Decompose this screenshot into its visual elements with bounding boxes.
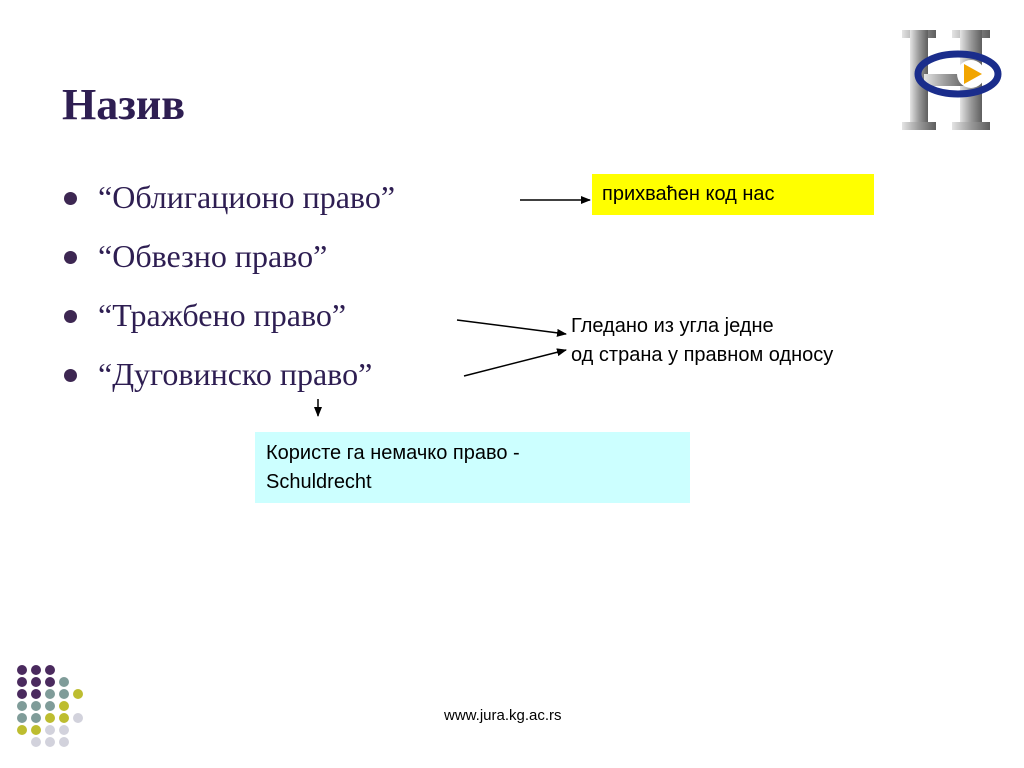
bullet-item — [62, 290, 395, 349]
footer-url: www.jura.kg.ac.rs — [444, 707, 562, 724]
bullet-item — [62, 349, 395, 408]
viewpoint-note — [571, 312, 833, 370]
bullet-dot-icon — [64, 310, 77, 323]
bullet-text: “Облигационо право” — [98, 179, 396, 215]
dot-grid-decoration — [16, 664, 88, 754]
viewpoint-note-line: од страна у правном односу — [571, 344, 834, 366]
arrow-dugovinsko-to-note — [464, 350, 566, 376]
viewpoint-note-line: Гледано из угла једне — [571, 315, 774, 337]
bullet-list — [62, 172, 395, 408]
bullet-text: “Дуговинско право” — [98, 356, 373, 392]
accepted-callout: прихваћен код нас — [592, 174, 874, 215]
german-law-callout — [255, 432, 690, 503]
bullet-dot-icon — [64, 251, 77, 264]
bullet-dot-icon — [64, 369, 77, 382]
bullet-item — [62, 172, 395, 231]
bullet-dot-icon — [64, 192, 77, 205]
german-law-line: Користе га немачко право - — [266, 442, 520, 464]
bullet-text: “Обвезно право” — [98, 238, 328, 274]
slide-title: Назив — [62, 80, 186, 129]
arrow-trazbeno-to-note — [457, 320, 566, 334]
bullet-item — [62, 231, 395, 290]
german-law-line: Schuldrecht — [266, 471, 372, 493]
faculty-logo-play-icon — [896, 24, 1008, 136]
bullet-text: “Тражбено право” — [98, 297, 347, 333]
